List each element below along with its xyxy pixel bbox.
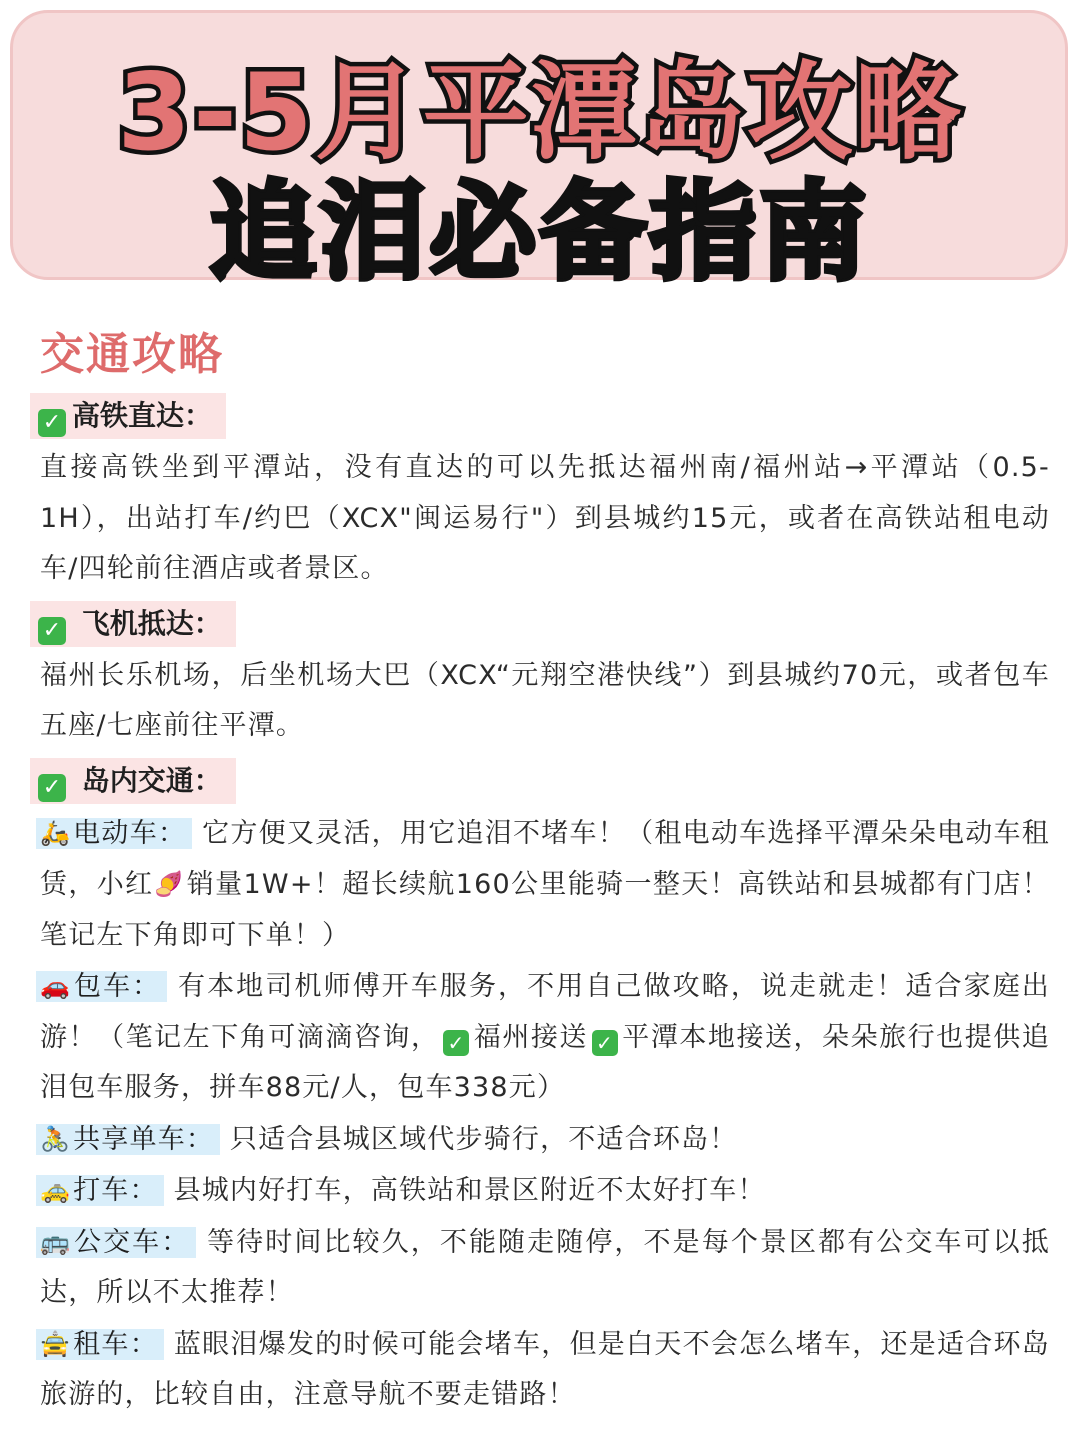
label-bus: 🚌公交车： bbox=[36, 1227, 196, 1258]
item-scooter: 🛵电动车： 它方便又灵活，用它追泪不堵车！（租电动车选择平潭朵朵电动车租赁，小红🍠销量1W+！超长续航160公里能骑一整天！高铁站和县城都有门店！笔记左下角即可下单！） bbox=[40, 808, 1050, 962]
label-rental-car: 🚖租车： bbox=[36, 1329, 164, 1360]
page-title-line-1: 3-5月平潭岛攻略 bbox=[117, 51, 963, 174]
article-body bbox=[40, 325, 1050, 1421]
item-shared-bike: 🚴共享单车： 只适合县城区域代步骑行，不适合环岛！ bbox=[40, 1114, 1050, 1166]
bicycle-icon: 🚴 bbox=[40, 1124, 72, 1153]
check-icon: ✓ bbox=[443, 1030, 469, 1056]
item-rental-car: 🚖租车： 蓝眼泪爆发的时候可能会堵车，但是白天不会怎么堵车，还是适合环岛旅游的，比较自由，注意导航不要走错路！ bbox=[40, 1319, 1050, 1421]
label-shared-bike: 🚴共享单车： bbox=[36, 1124, 220, 1155]
paragraph-flight: 福州长乐机场，后坐机场大巴（XCX“元翔空港快线”）到县城约70元，或者包车五座/七座前往平潭。 bbox=[40, 659, 1050, 741]
rental-car-icon: 🚖 bbox=[40, 1329, 72, 1358]
heading-high-speed-rail: ✓ 高铁直达： bbox=[30, 393, 226, 439]
label-scooter: 🛵电动车： bbox=[36, 818, 192, 849]
item-charter-car: 🚗包车： 有本地司机师傅开车服务，不用自己做攻略，说走就走！适合家庭出游！（笔记左下角可滴滴咨询， ✓ 福州接送 ✓ 平潭本地接送，朵朵旅行也提供追泪包车服务，拼车88元/人，包车338元） bbox=[40, 961, 1050, 1114]
check-icon: ✓ bbox=[38, 774, 66, 802]
heading-flight: ✓ 飞机抵达： bbox=[30, 601, 236, 647]
page-title-line-2: 追泪必备指南 bbox=[210, 171, 870, 294]
bus-icon: 🚌 bbox=[40, 1227, 72, 1256]
paragraph-high-speed-rail: 直接高铁坐到平潭站，没有直达的可以先抵达福州南/福州站→平潭站（0.5-1H），出站打车/约巴（XCX"闽运易行"）到县城约15元，或者在高铁站租电动车/四轮前往酒店或者景区。 bbox=[40, 452, 1050, 584]
check-icon: ✓ bbox=[592, 1030, 618, 1056]
label-charter-car: 🚗包车： bbox=[36, 971, 167, 1002]
item-bus: 🚌公交车： 等待时间比较久，不能随走随停，不是每个景区都有公交车可以抵达，所以不太推荐！ bbox=[40, 1217, 1050, 1319]
section-title: 交通攻略 bbox=[40, 329, 224, 380]
taxi-icon: 🚕 bbox=[40, 1176, 72, 1204]
item-taxi: 🚕打车： 县城内好打车，高铁站和景区附近不太好打车！ bbox=[40, 1165, 1050, 1217]
check-icon: ✓ bbox=[38, 617, 66, 645]
sweet-potato-icon: 🍠 bbox=[153, 870, 185, 898]
scooter-icon: 🛵 bbox=[40, 818, 72, 847]
car-icon: 🚗 bbox=[40, 972, 72, 1000]
label-taxi: 🚕打车： bbox=[36, 1175, 164, 1206]
check-icon: ✓ bbox=[38, 409, 66, 437]
heading-island-transport: ✓ 岛内交通： bbox=[30, 758, 236, 804]
